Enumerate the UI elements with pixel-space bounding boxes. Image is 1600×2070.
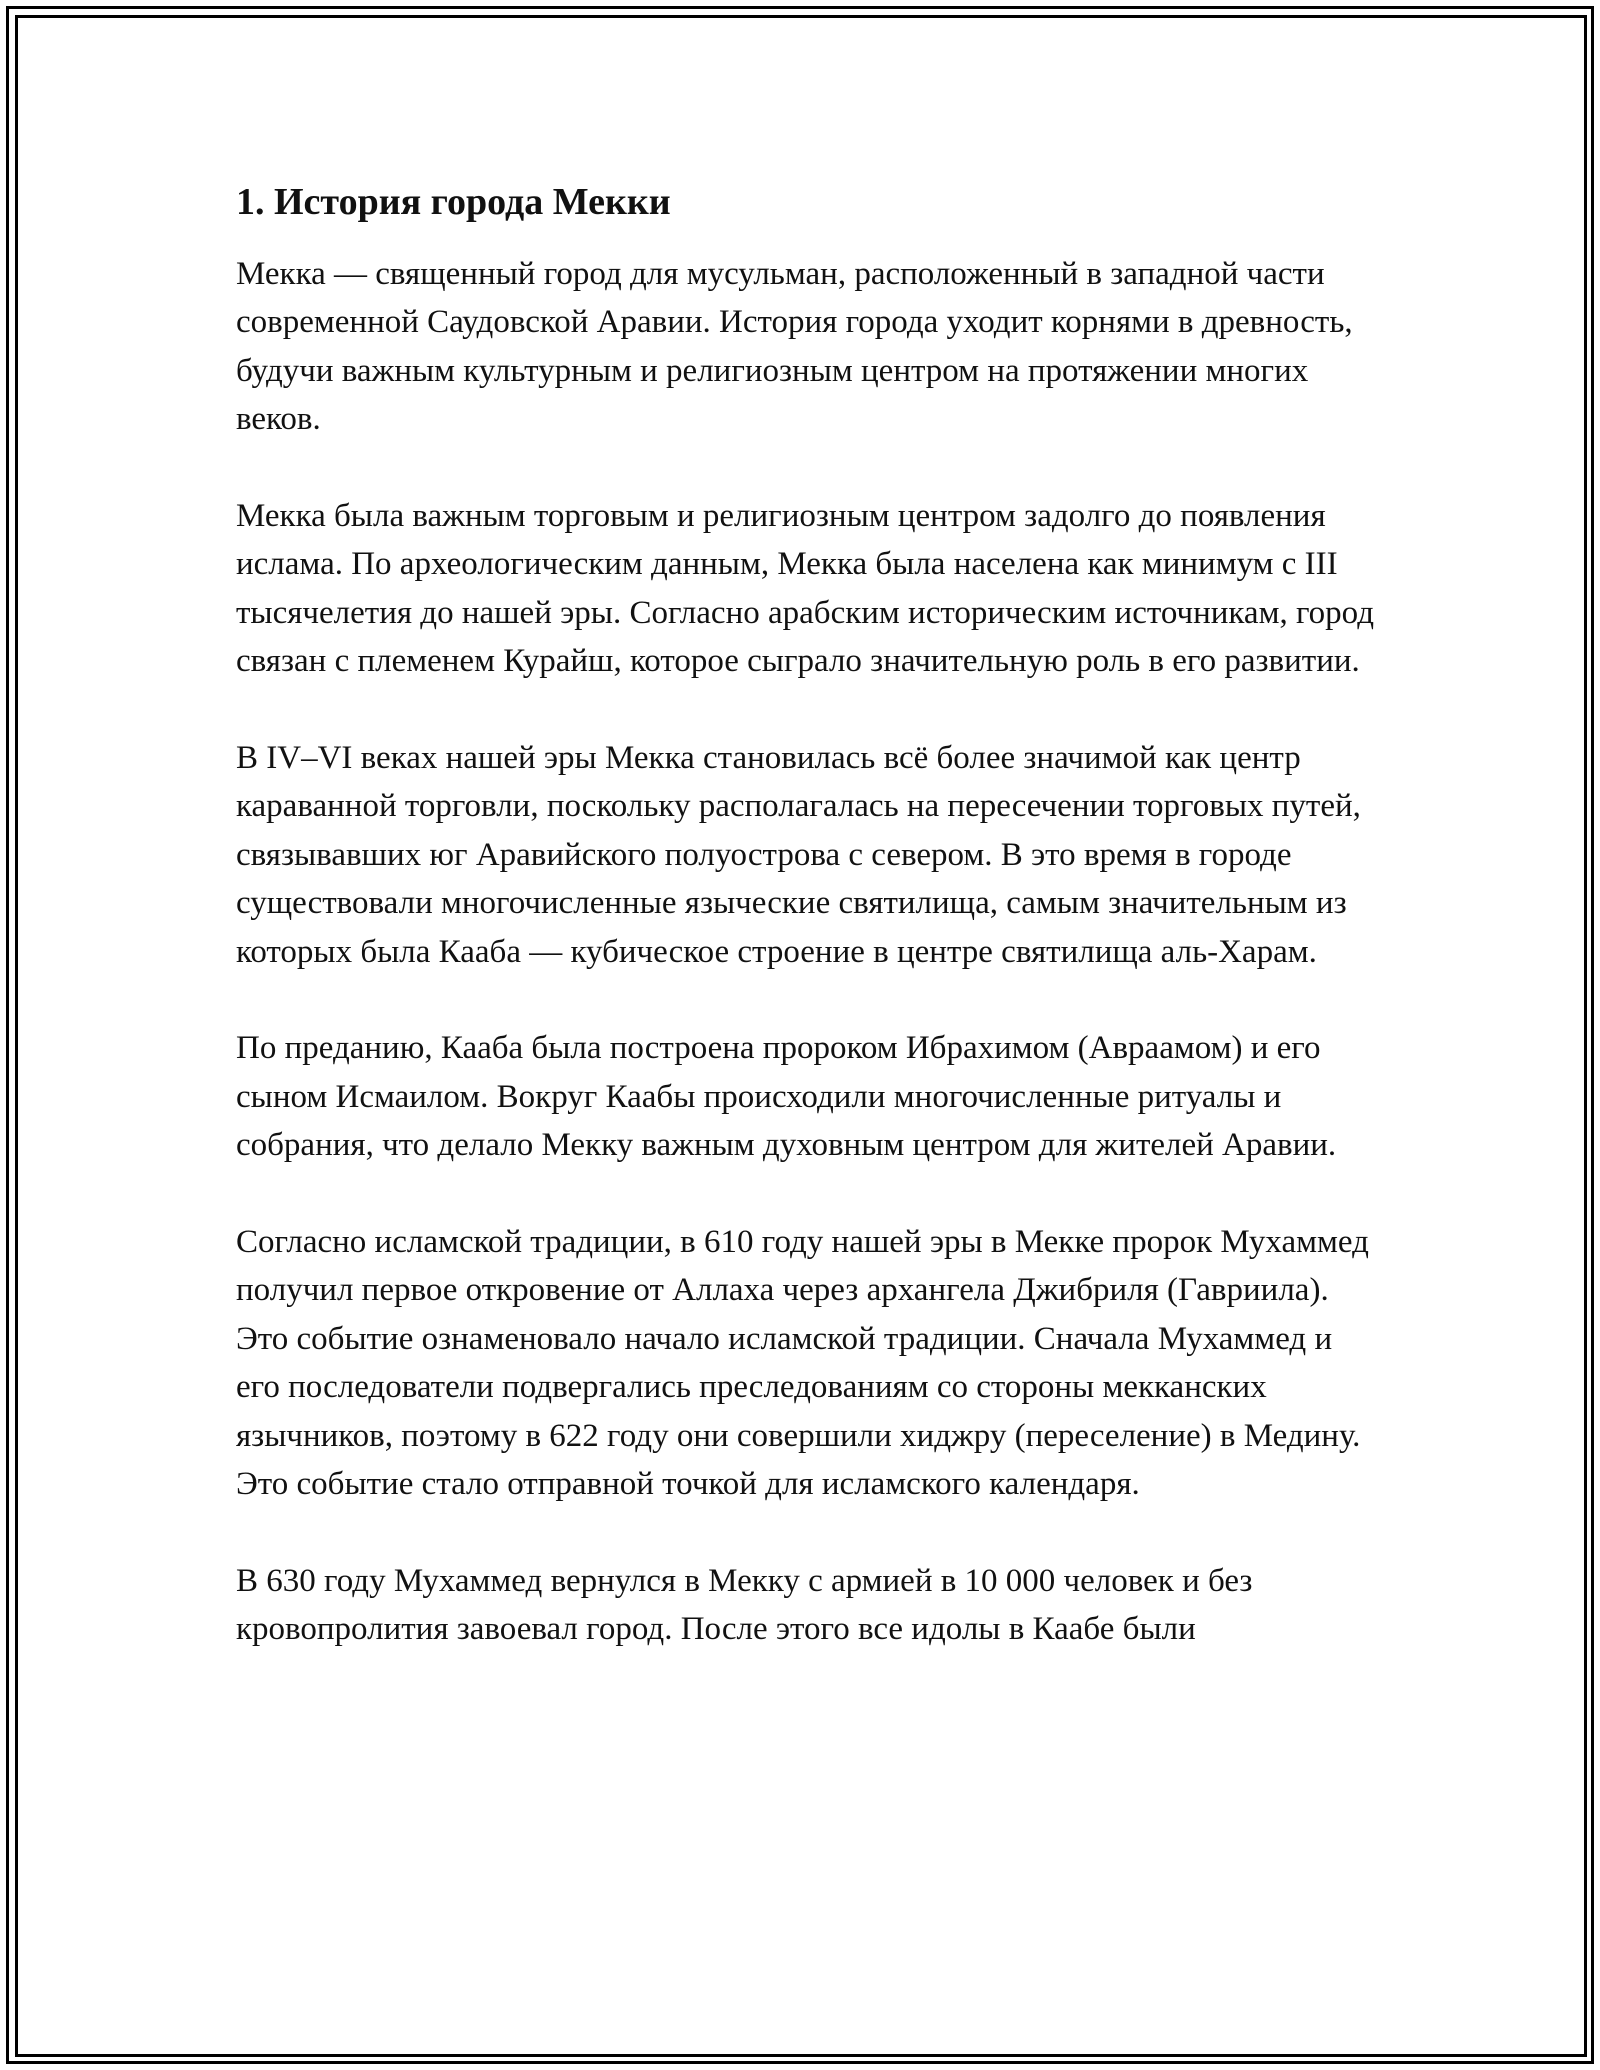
paragraph-3: В IV–VI веках нашей эры Мекка становилась всё более значимой как центр караванной торговли, поскольку располагалась на пересечении торговых путей, связывавших юг Аравийского полуострова с севером. В это время в городе существовали многочисленные языческие святилища, самым значительным из которых была Кааба — кубическое строение в центре святилища аль-Харам. xyxy=(236,739,1361,970)
paragraph-2: Мекка была важным торговым и религиозным центром задолго до появления ислама. По археологическим данным, Мекка была населена как минимум с III тысячелетия до нашей эры. Согласно арабским историческим источникам, город связан с племенем Курайш, которое сыграло значительную роль в его развитии. xyxy=(236,497,1375,680)
document-body xyxy=(236,180,1376,1702)
section-heading: 1. История города Мекки xyxy=(236,181,671,223)
paragraph-6: В 630 году Мухаммед вернулся в Мекку с армией в 10 000 человек и без кровопролития завоевал город. После этого все идолы в Каабе были xyxy=(236,1562,1253,1648)
paragraph-4: По преданию, Кааба была построена пророком Ибрахимом (Авраамом) и его сыном Исмаилом. Вокруг Каабы происходили многочисленные ритуалы и собрания, что делало Мекку важным духовным центром для жителей Аравии. xyxy=(236,1030,1337,1164)
paragraph-1: Мекка — священный город для мусульман, расположенный в западной части современной Саудовской Аравии. История города уходит корнями в древность, будучи важным культурным и религиозным центром на протяжении многих веков. xyxy=(236,255,1353,438)
paragraph-5: Согласно исламской традиции, в 610 году нашей эры в Мекке пророк Мухаммед получил первое откровение от Аллаха через архангела Джибриля (Гавриила). Это событие ознаменовало начало исламской традиции. Сначала Мухаммед и его последователи подвергались преследованиям со стороны мекканских язычников, поэтому в 622 году они совершили хиджру (переселение) в Медину. Это событие стало отправной точкой для исламского календаря. xyxy=(236,1223,1369,1503)
